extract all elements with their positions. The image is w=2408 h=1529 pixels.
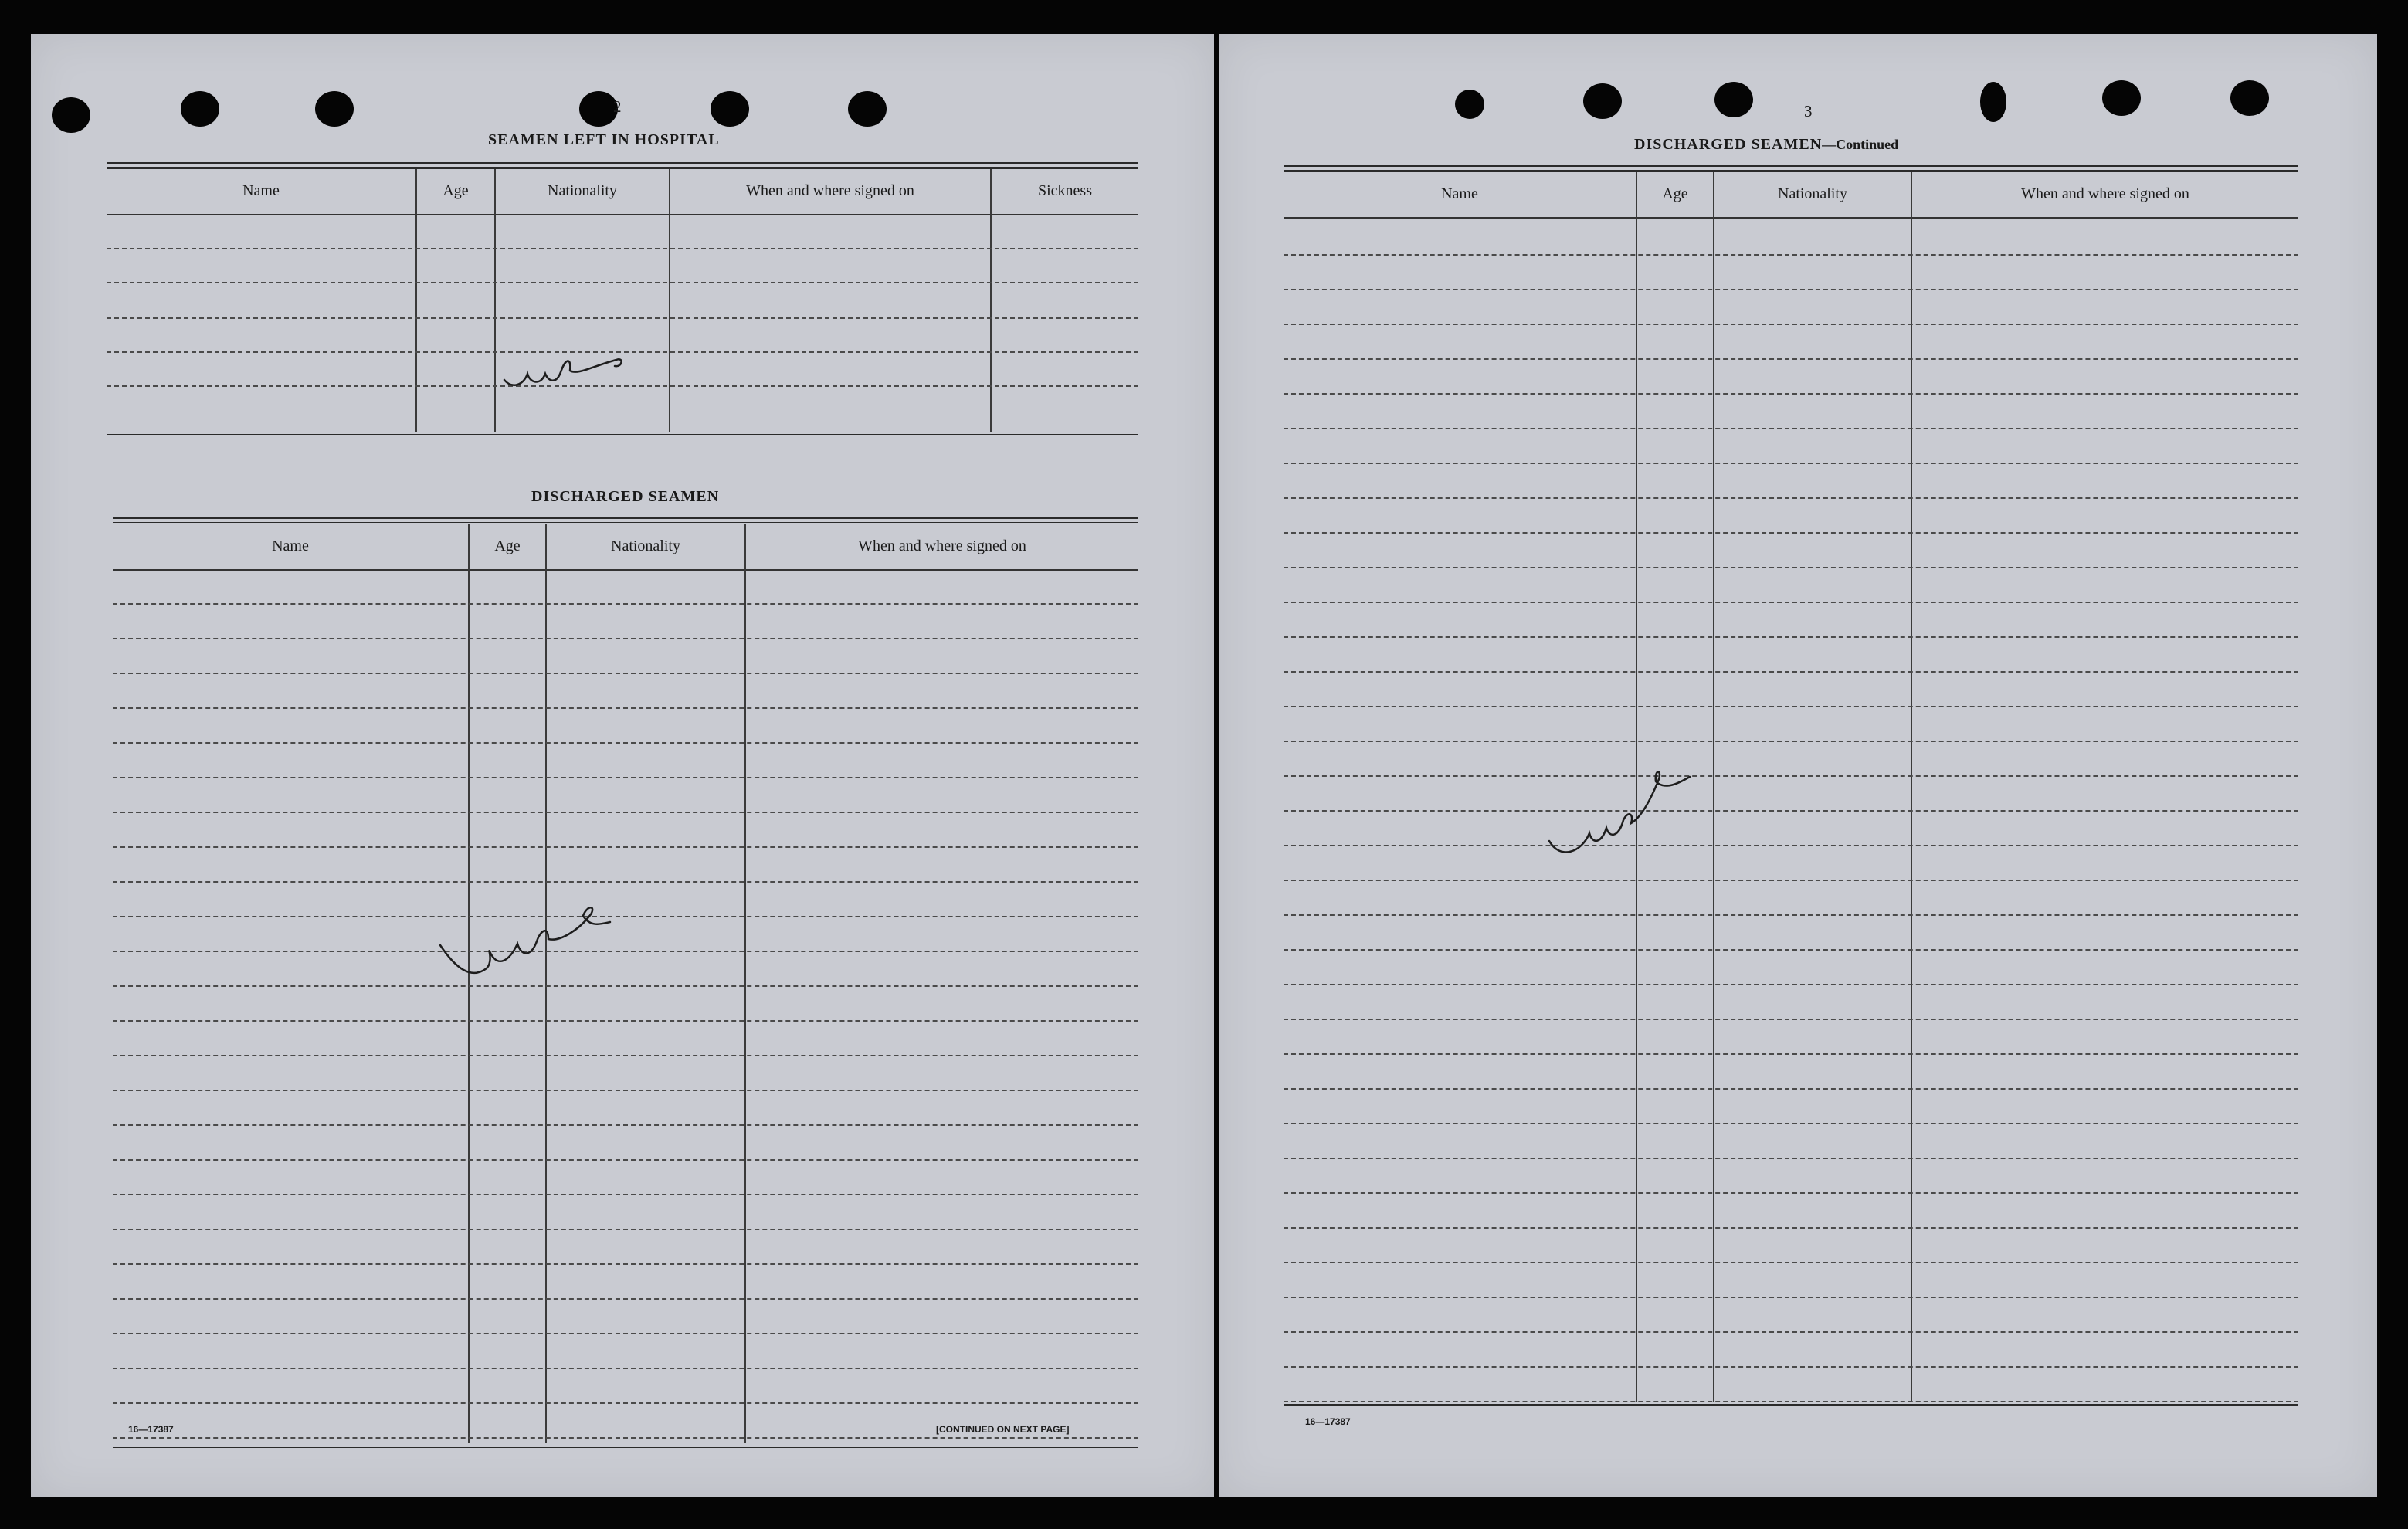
punch-hole-icon	[2230, 80, 2269, 116]
punch-hole-icon	[315, 91, 354, 127]
page-number: 3	[1804, 102, 1813, 120]
row-line	[1284, 1192, 2298, 1194]
column-header-when-where: When and where signed on	[2021, 185, 2189, 202]
left-page	[31, 34, 1214, 1497]
row-line	[1284, 497, 2298, 499]
column-header-nationality: Nationality	[1778, 185, 1847, 202]
row-line	[113, 638, 1138, 639]
row-line	[107, 317, 1138, 319]
row-line	[113, 1402, 1138, 1404]
column-header-sickness: Sickness	[1038, 181, 1092, 199]
row-line	[113, 1298, 1138, 1300]
punch-hole-icon	[1455, 90, 1484, 119]
discharged-continued-table	[1284, 170, 2298, 1402]
row-line	[1284, 671, 2298, 673]
table-bottom-rule	[1284, 1404, 2298, 1406]
row-line	[1284, 949, 2298, 951]
row-line	[1284, 567, 2298, 568]
nil-handwritten-mark-icon	[432, 883, 641, 992]
column-divider	[990, 169, 992, 432]
row-line	[1284, 1158, 2298, 1159]
row-line	[1284, 845, 2298, 846]
row-line	[113, 673, 1138, 674]
discharged-table-title: DISCHARGED SEAMEN	[531, 488, 720, 505]
title-suffix: —Continued	[1822, 137, 1899, 152]
page-number: 2	[613, 97, 622, 116]
column-divider	[494, 169, 496, 432]
row-line	[113, 1194, 1138, 1195]
nil-handwritten-mark-icon	[500, 343, 632, 397]
row-line	[113, 1090, 1138, 1091]
row-line	[1284, 880, 2298, 881]
column-divider	[415, 169, 417, 432]
column-header-age: Age	[1662, 185, 1688, 202]
row-line	[1284, 706, 2298, 707]
row-line	[1284, 914, 2298, 916]
row-line	[1284, 810, 2298, 812]
row-line	[113, 707, 1138, 709]
row-line	[1284, 1053, 2298, 1055]
column-divider	[1713, 172, 1714, 1402]
row-line	[1284, 289, 2298, 290]
row-line	[113, 1055, 1138, 1056]
row-line	[1284, 532, 2298, 534]
column-header-nationality: Nationality	[611, 537, 680, 554]
punch-hole-icon	[181, 91, 219, 127]
header-rule	[107, 214, 1138, 215]
table-bottom-rule	[107, 434, 1138, 436]
row-line	[1284, 428, 2298, 429]
column-header-nationality: Nationality	[548, 181, 617, 199]
row-line	[107, 248, 1138, 249]
punch-hole-icon	[579, 91, 618, 127]
row-line	[1284, 463, 2298, 464]
row-line	[113, 1368, 1138, 1369]
row-line	[1284, 602, 2298, 603]
nil-handwritten-mark-icon	[1543, 737, 1705, 868]
hospital-table-title: SEAMEN LEFT IN HOSPITAL	[488, 131, 720, 148]
row-line	[1284, 636, 2298, 638]
row-line	[113, 881, 1138, 883]
punch-hole-icon	[711, 91, 749, 127]
row-line	[1284, 1401, 2298, 1402]
row-line	[1284, 358, 2298, 360]
discharged-continued-title	[1634, 136, 1898, 154]
row-line	[113, 603, 1138, 605]
column-divider	[1911, 172, 1912, 1402]
row-line	[113, 777, 1138, 778]
row-line	[1284, 254, 2298, 256]
punch-hole-icon	[1980, 82, 2006, 122]
row-line	[113, 846, 1138, 848]
header-rule	[113, 569, 1138, 571]
row-line	[1284, 1088, 2298, 1090]
punch-hole-icon	[1714, 82, 1753, 117]
punch-hole-icon	[52, 97, 90, 133]
column-header-when-where: When and where signed on	[858, 537, 1026, 554]
column-header-name: Name	[1441, 185, 1478, 202]
title-text: DISCHARGED SEAMEN	[1634, 136, 1823, 153]
row-line	[113, 1124, 1138, 1126]
column-divider	[744, 524, 746, 1443]
row-line	[1284, 1331, 2298, 1333]
punch-hole-icon	[848, 91, 887, 127]
row-line	[1284, 324, 2298, 325]
row-line	[1284, 1366, 2298, 1368]
row-line	[113, 1159, 1138, 1161]
column-divider	[669, 169, 670, 432]
header-rule	[1284, 217, 2298, 219]
column-header-age: Age	[494, 537, 521, 554]
form-number: 16—17387	[128, 1424, 174, 1435]
row-line	[1284, 741, 2298, 742]
column-header-name: Name	[272, 537, 309, 554]
punch-hole-icon	[1583, 83, 1622, 119]
row-line	[113, 1020, 1138, 1022]
row-line	[1284, 775, 2298, 777]
row-line	[1284, 1227, 2298, 1229]
row-line	[113, 812, 1138, 813]
row-line	[1284, 1297, 2298, 1298]
column-header-when-where: When and where signed on	[746, 181, 914, 199]
row-line	[113, 1437, 1138, 1439]
row-line	[1284, 1019, 2298, 1020]
row-line	[113, 1229, 1138, 1230]
form-number: 16—17387	[1305, 1416, 1351, 1427]
column-header-age: Age	[443, 181, 469, 199]
row-line	[107, 282, 1138, 283]
row-line	[113, 742, 1138, 744]
row-line	[113, 1333, 1138, 1334]
row-line	[1284, 1262, 2298, 1263]
row-line	[1284, 393, 2298, 395]
table-bottom-rule	[113, 1446, 1138, 1448]
row-line	[113, 1263, 1138, 1265]
continued-note: [CONTINUED ON NEXT PAGE]	[936, 1424, 1070, 1435]
column-header-name: Name	[242, 181, 280, 199]
row-line	[1284, 1123, 2298, 1124]
right-page	[1219, 34, 2377, 1497]
punch-hole-icon	[2102, 80, 2141, 116]
row-line	[1284, 984, 2298, 985]
